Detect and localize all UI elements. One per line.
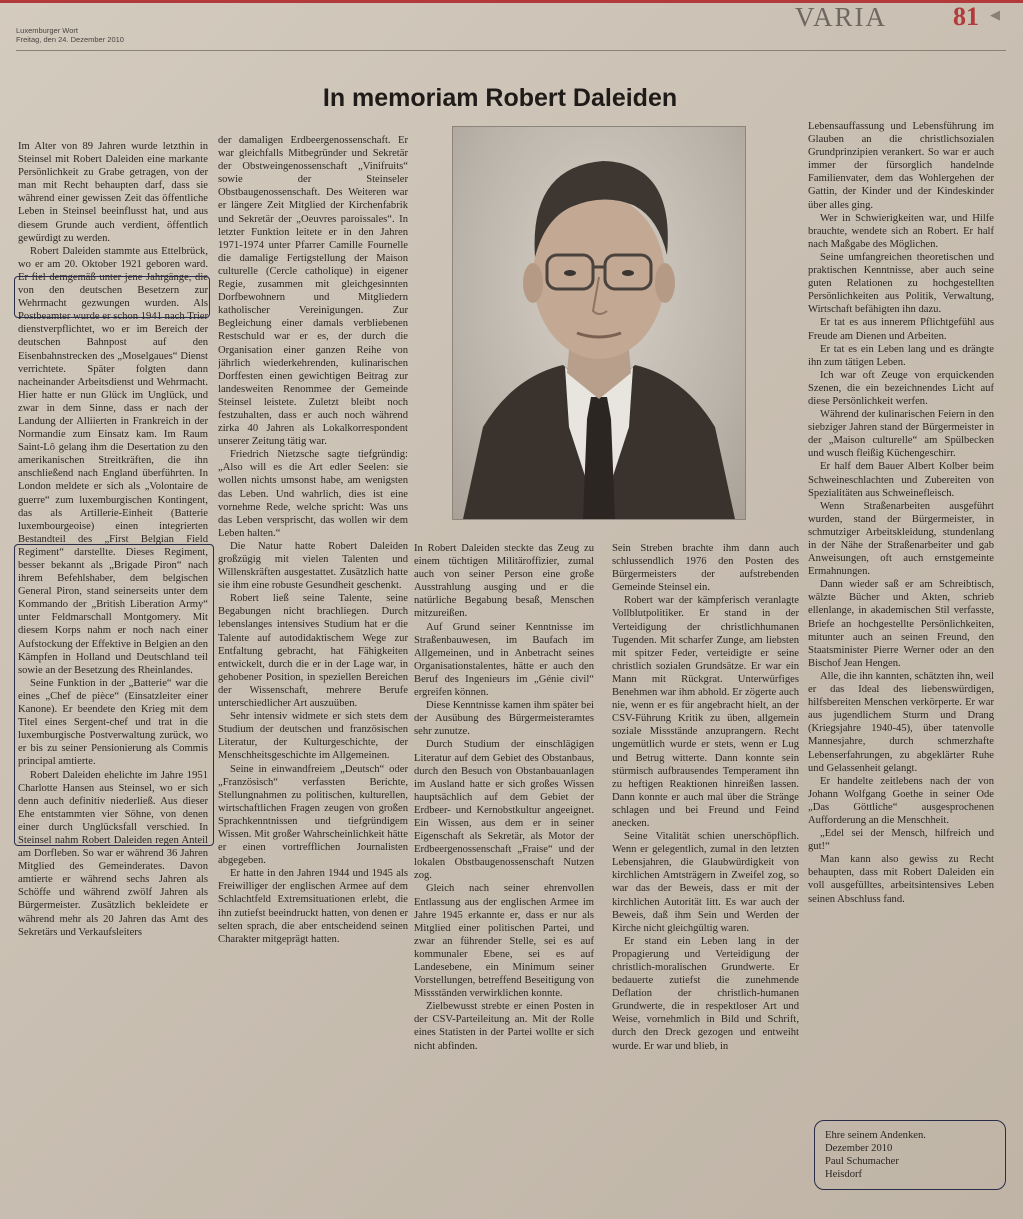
masthead-date: Freitag, den 24. Dezember 2010 — [16, 35, 124, 44]
masthead-paper: Luxemburger Wort — [16, 26, 78, 35]
signature-block — [814, 1120, 1006, 1190]
paragraph: Er half dem Bauer Albert Kolber beim Schweineschlachten und Zubereiten von Spezialitäten aus Schweinefleisch. — [808, 461, 994, 499]
masthead — [16, 26, 124, 44]
paragraph: Er tat es ein Leben lang und es drängte ihn zum tätigen Leben. — [808, 343, 994, 368]
signature-line: Heisdorf — [825, 1169, 863, 1180]
paragraph: Lebensauffassung und Lebensführung im Glauben an die christlichsozialen Grundprinzipien verankert. So war er auch immer der fürsorglich handelnde Familienvater, dem das Wohlergehen der Gattin, der Kinder und der Kindeskinder über alles ging. — [808, 121, 994, 211]
paragraph: Gleich nach seiner ehrenvollen Entlassung aus der englischen Armee im Jahre 1945 erkannte er, dass er nur als Mitglied einer politischen Partei, und zwar an führender Stelle, sei es auf kommunaler Ebene, sei es auf Landesebene, ein Minimum seiner Vorstellungen, betreffend Beseitigung von Missständen verwirklichen konnte. — [414, 883, 594, 1000]
paragraph: In Robert Daleiden steckte das Zeug zu einem tüchtigen Militäroffizier, zumal auch von seiner Person eine große Ausstrahlung ausging und er die natürliche Begabung besaß, Menschen mitzureißen. — [414, 543, 594, 620]
section-title: VARIA — [795, 2, 888, 32]
signature-line: Paul Schumacher — [825, 1156, 899, 1167]
paragraph: Dann wieder saß er am Schreibtisch, wälzte Bücher und Akten, schrieb ellenlange, in akademischen Stil verfasste, Briefe an hochgestellte Persönlichkeiten, mitunter auch an seinen Freund, den Staatsminister Pierre Werner oder an den Bischof Jean Hengen. — [808, 579, 994, 669]
paragraph: Alle, die ihn kannten, schätzten ihn, weil er das Ideal des liebenswürdigen, hilfsbereiten Menschen verkörperte. Er war aus jugendlichem Sturm und Drang (Kriegsjahre 1940-45), über tatenvolle Mannesjahre, durch schmerzhafte Lebenserfahrungen, zu abgeklärter Ruhe und Gelassenheit gelangt. — [808, 670, 994, 774]
paragraph: Seine in einwandfreiem „Deutsch“ oder „Französisch“ verfassten Berichte, Stellungnahmen zu politischen, kulturellen, wirtschaftlichen Fragen zeugen von großen Sprachkenntnissen und tiefgründigem Wissen. Mit großer Wahrscheinlichkeit hätte er einen vortrefflichen Journalisten abgegeben. — [218, 763, 408, 867]
paragraph: Im Alter von 89 Jahren wurde letzthin in Steinsel mit Robert Daleiden eine markante Persönlichkeit zu Grabe getragen, von der man mit Recht behaupten darf, dass sie während einer gewissen Zeit das öffentliche Leben in Steinsel beeinflusst hat, und aus diesem Grunde auch verdient, öffentlich gewürdigt zu werden. — [18, 141, 208, 244]
paragraph: Zielbewusst strebte er einen Posten in der CSV-Parteileitung an. Mit der Rolle eines Statisten in der Partei wollte er sich nicht abfinden. — [414, 1001, 594, 1052]
column-4 — [612, 542, 799, 1198]
paragraph: Er stand ein Leben lang in der Propagierung und Verteidigung der christlich-moralischen Grundwerte. Er bedauerte zutiefst die zunehmende Deflation der christlich-humanen Grundwerte, die in respektloser Art und Weise, vornehmlich in Bild und Schrift, durch den Dreck gezogen und entweiht wurde. Er war und blieb, in — [612, 935, 799, 1052]
paragraph: Er handelte zeitlebens nach der von Johann Wolfgang Goethe in seiner Ode „Das Göttliche“ ausgesprochenen Aufforderung an die Menschheit. — [808, 775, 994, 826]
paragraph: Seine Vitalität schien unerschöpflich. Wenn er gelegentlich, zumal in den letzten Lebensjahren, die Glaubwürdigkeit von kirchlichen Amtsträgern in Zweifel zog, so war das der Beweis, dass er mit der kirchlichen Autorität litt. Es war auch der Beweis, daß ihm Sein und Werden der Kirche nicht gleichgültig waren. — [612, 831, 799, 934]
paragraph: der damaligen Erdbeergenossenschaft. Er war gleichfalls Mitbegründer und Sekretär der Obstweingenossenschaft „Vinifruits“ sowie der Steinseler Obstbaugenossenschaft. Des Weiteren war er längere Zeit Mitglied der Kirchenfabrik und Sekretär der „Oeuvres paroissales“. In letzter Funktion leitete er in den Jahren 1971-1974 unter Pfarrer Camille Fournelle die damalige Fertigstellung der Maison culturelle (Cercle catholique) in eigener Regie, zusammen mit gleichgesinnten Dorfbewohnern und Mitgliedern katholischer Vereinigungen. Zur Begleichung einer damals verbliebenen Restschuld war er es, der durch die Organisation einer ganzen Reihe von jährlich wiederkehrenden, kulinarischen Dorffesten einen gewichtigen Beitrag zur landesweiten Renommee der Gemeinde Steinsel leistete. Zuletzt bleibt noch festzuhalten, dass er auch noch während zirka 40 Jahren als Lokalkorrespondent unserer Zeitung tätig war. — [218, 135, 408, 448]
paragraph: Auf Grund seiner Kenntnisse im Straßenbauwesen, im Baufach im Allgemeinen, und in Anbetracht seines Organisationstalentes, hätte er auch den Beruf des Ingenieurs im „Génie civil“ ergreifen können. — [414, 621, 594, 699]
portrait-photo — [452, 126, 746, 520]
header-rule — [16, 50, 1006, 51]
paragraph: Robert Daleiden ehelichte im Jahre 1951 Charlotte Hansen aus Steinsel, wo er sich denn auch definitiv niederließ. Aus dieser Ehe entstammten vier Söhne, von denen einer durch Unglücksfall verschied. In Steinsel nahm Robert Daleiden regen Anteil am Dorfleben. So war er während 36 Jahren Mitglied des Gemeinderates. Davon amtierte er während sechs Jahren als Schöffe und während zwölf Jahren als Bürgermeister. Zusätzlich bekleidete er während mehr als 20 Jahren das Amt des Sekretärs und Verkaufsleiters — [18, 769, 208, 938]
paragraph: Sehr intensiv widmete er sich stets dem Studium der deutschen und französischen Literatur, der Kulturgeschichte, der Menschheitsgeschichte im Allgemeinen. — [218, 711, 408, 762]
column-5 — [808, 120, 994, 1120]
portrait-illustration — [453, 127, 745, 519]
signature-line: Ehre seinem Andenken. — [825, 1130, 926, 1141]
paragraph: Robert war der kämpferisch veranlagte Vollblutpolitiker. Er stand in der Verteidigung der christlichhumanen Tugenden. Mit scharfer Zunge, am liebsten mit spitzer Feder, verteidigte er seine christlich sozialen Grundsätze. Er war ein Mann mit Rückgrat. Unterwürfiges Benehmen war ihm abhold. Er zögerte auch nie, wenn er es für angebracht hielt, an der CSV-Führung Kritik zu üben, allgemein soziale Missstände anzuprangern. Recht ungemütlich wurde er stets, wenn er Lug und Betrug witterte. Dann konnte sein stürmisch aufbrausendes Temperament ihn zu heftigen Reaktionen hinreißen lassen. Dann konnte er auch mal über die Stränge schlagen und bei Freund und Feind anecken. — [612, 595, 799, 829]
column-3 — [414, 542, 594, 1198]
article-title: In memoriam Robert Daleiden — [322, 84, 678, 112]
paragraph: Man kann also gewiss zu Recht behaupten, dass mit Robert Daleiden ein voll ausgefülltes, arbeitsintensives Leben seinen Abschluss fand. — [808, 854, 994, 905]
paragraph: Während der kulinarischen Feiern in den siebziger Jahren stand der Bürgermeister in der „Maison culturelle“ am Spülbecken und wusch fleißig Küchengeschirr. — [808, 409, 994, 460]
signature-line: Dezember 2010 — [825, 1143, 893, 1154]
column-1 — [18, 140, 208, 1198]
paragraph: Diese Kenntnisse kamen ihm später bei der Ausübung des Bürgermeisteramtes sehr zunutze. — [414, 700, 594, 738]
paragraph: Die Natur hatte Robert Daleiden großzügig mit vielen Talenten und Willenskräften ausgestattet. Zusätzlich hatte sie ihm eine robuste Gesundheit geschenkt. — [218, 540, 408, 592]
paragraph: Sein Streben brachte ihm dann auch schlussendlich 1976 den Posten des Bürgermeisters der aufstrebenden Gemeinde Steinsel ein. — [612, 543, 799, 594]
paragraph: Robert ließ seine Talente, seine Begabungen nicht brachliegen. Durch lebenslanges intensives Studium hat er die Talente auf autodidaktischem Wege zur Entfaltung gebracht, hat Fähigkeiten entwickelt, durch die er in der Lage war, in gehobener Position, in speziellen Bereichen der Wissenschaft, mehrere Berufe unterschiedlicher Art auszuüben. — [218, 593, 408, 710]
paragraph: Seine Funktion in der „Batterie“ war die eines „Chef de pièce“ (Einsatzleiter einer Kanone). Er beendete den Krieg mit dem Titel eines Sergent-chef und trat in die luxemburgische Postverwaltung zurück, wo er bis zu seiner Pensionierung als Commis principal amtierte. — [18, 677, 208, 768]
page-corner-icon: ◀ — [990, 8, 1000, 23]
paragraph: Friedrich Nietzsche sagte tiefgründig: „Also will es die Art edler Seelen: sie wollen nichts umsonst habe, am wenigsten das Leben. Und wahrlich, dies ist eine vornehme Rede, welche spricht: Was uns das Leben versprischt, das wollen wir dem Leben halten.“ — [218, 449, 408, 539]
paragraph: Er hatte in den Jahren 1944 und 1945 als Freiwilliger der englischen Armee auf dem Schlachtfeld Extremsituationen erlebt, die ihn zutiefst beeindruckt hatten, von denen er selten sprach, die aber entscheidend seinen Charakter mitgeprägt hatten. — [218, 868, 408, 945]
paragraph: Seine umfangreichen theoretischen und praktischen Kenntnisse, aber auch seine guten Relationen zu hochgestellten Persönlichkeiten aus Politik, Verwaltung, Wirtschaft befähigten ihn dazu. — [808, 251, 994, 316]
paragraph: Robert Daleiden stammte aus Ettelbrück, wo er am 20. Oktober 1921 geboren ward. Er fiel demgemäß unter jene Jahrgänge, die von den deutschen Besetzern zur Wehrmacht gezwungen wurden. Als Postbeamter wurde er schon 1941 nach Trier dienstverpflichtet, wo er im Bereich der deutschen Bahnpost auf den Eisenbahnstrecken des „Moselgaues“ Dienst verrichtete. Später folgten dann nacheinander Arbeitsdienst und Wehrmacht. Hier hatte er nun Glück im Unglück, und zwar in dem Sinne, dass er nach der Landung der Alliierten in Frankreich in der Normandie zum Einsatz kam. Im Raum Saint-Lô gelang ihm die Desertation zu den amerikanischen Streitkräften, die ihn anschließend nach England überführten. In London meldete er sich als „Volontaire de guerre“ zum luxemburgischen Kontingent, das als Artillerie-Einheit (Batterie luxembourgeoise) einen integrierten Bestandteil des „First Belgian Field Regiment“ darstellte. Dieses Regiment, besser bekannt als „Brigade Piron“ nach ihrem Befehlshaber, dem belgischen General Piron, stand seinerseits unter dem Kommando der „British Liberation Army“ unter Feldmarschall Montgomery. Mit diesem Korps nahm er noch nach einer Aufstockung der Effektive in Belgien an den Kämpfen in Holland und Deutschland teil sowie an der Besetzung des Rheinlandes. — [18, 245, 208, 676]
page-number: 81 — [953, 2, 979, 31]
paragraph: Ich war oft Zeuge von erquickenden Szenen, die ein bezeichnendes Licht auf diese Persönlichkeit werfen. — [808, 369, 994, 407]
paragraph: Wenn Straßenarbeiten ausgeführt wurden, stand der Bürgermeister, in schmutziger Arbeitskleidung, stundenlang in der Nähe der Straßenarbeiter und gab Anweisungen, oft auch ernstgemeinte Ermahnungen. — [808, 500, 994, 578]
paragraph: Wer in Schwierigkeiten war, und Hilfe brauchte, wendete sich an Robert. Er half nach Maßgabe des Möglichen. — [808, 212, 994, 250]
paragraph: Durch Studium der einschlägigen Literatur auf dem Gebiet des Obstanbaus, durch den Besuch von Obstanbauanlagen im Ausland hatte er sich großes Wissen hauptsächlich auf dem Gebiet der Erdbeer- und Kernobstkultur angeeignet. Ein Wissen, aus dem er in seiner Eigenschaft als Sekretär, als Motor der Erdbeergenossenschaft „Fraise“ und der lokalen Obstbaugenossenschaft Nutzen zog. — [414, 739, 594, 882]
column-2 — [218, 134, 408, 1198]
paragraph: „Edel sei der Mensch, hilfreich und gut!“ — [808, 828, 994, 853]
paragraph: Er tat es aus innerem Pflichtgefühl aus Freude am Dienen und Arbeiten. — [808, 317, 994, 342]
